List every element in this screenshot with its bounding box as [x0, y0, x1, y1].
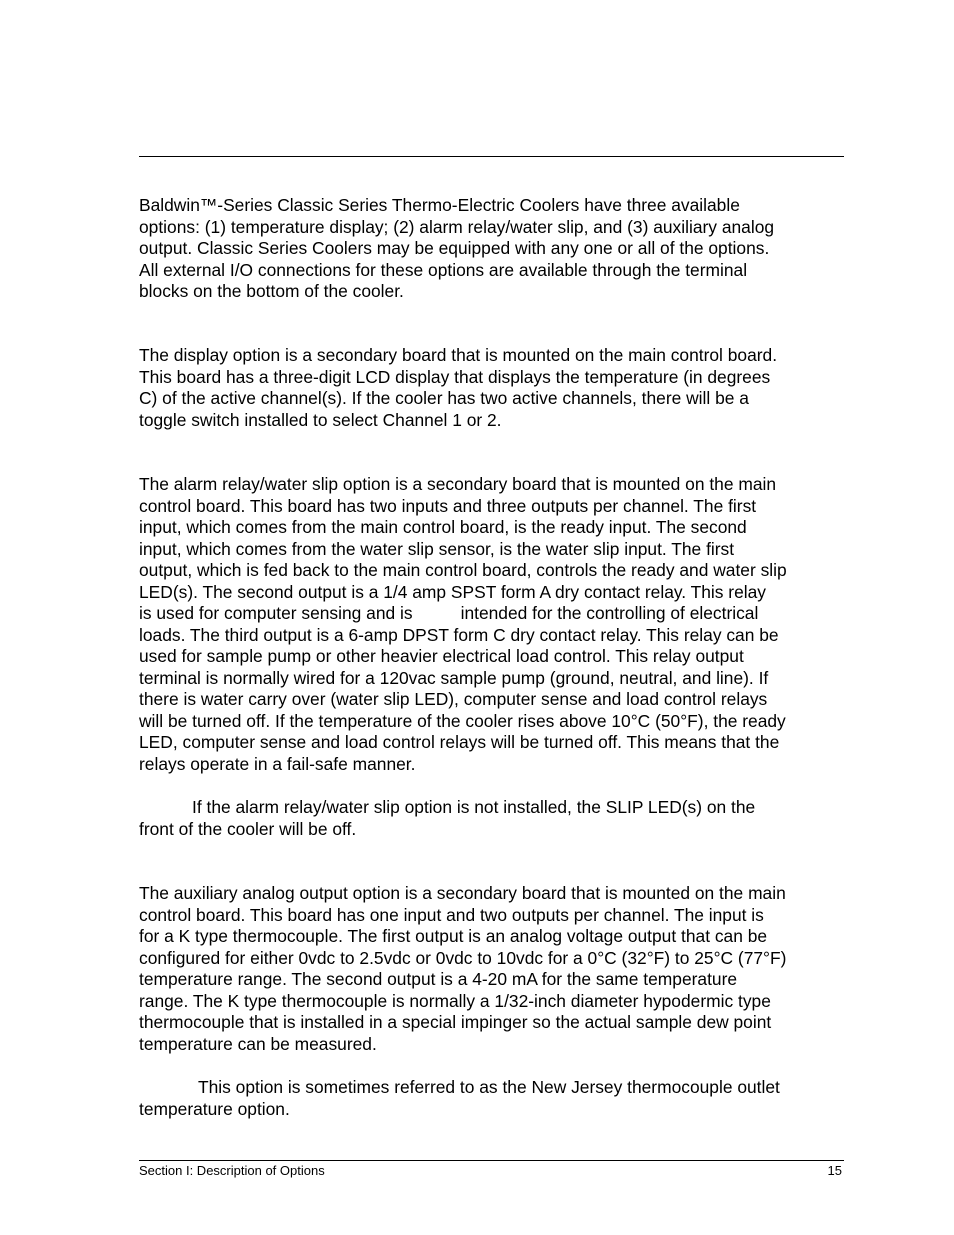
text-line: All external I/O connections for these options are available through the terminal	[139, 259, 748, 280]
text-line: will be turned off. If the temperature of the cooler rises above 10°C (50°F), the ready	[139, 710, 786, 731]
text-line: relays operate in a fail-safe manner.	[139, 753, 416, 774]
text-line: output, which is fed back to the main control board, controls the ready and water slip	[139, 560, 787, 580]
analog-note-paragraph	[139, 1077, 849, 1120]
text-line: The auxiliary analog output option is a secondary board that is mounted on the main	[139, 883, 786, 903]
text-line: output. Classic Series Coolers may be equipped with any one or all of the options.	[139, 238, 770, 258]
text-line: terminal is normally wired for a 120vac sample pump (ground, neutral, and line). If	[139, 667, 769, 688]
text-line: Baldwin™-Series Classic Series Thermo-Electric Coolers have three available	[139, 195, 740, 215]
text-line: LED(s). The second output is a 1/4 amp SPST form A dry contact relay. This relay	[139, 581, 766, 602]
text-line: If the alarm relay/water slip option is not installed, the SLIP LED(s) on the	[192, 797, 756, 817]
text-line: temperature range. The second output is a 4-20 mA for the same temperature	[139, 969, 738, 989]
text-line: front of the cooler will be off.	[139, 818, 357, 839]
footer-section-title: Section I: Description of Options	[139, 1163, 325, 1178]
text-line: toggle switch installed to select Channel 1 or 2.	[139, 409, 502, 430]
text-line: temperature can be measured.	[139, 1033, 377, 1054]
text-line: configured for either 0vdc to 2.5vdc or 0vdc to 10vdc for a 0°C (32°F) to 25°C (77°F)	[139, 947, 787, 968]
text-fragment: intended for the controlling of electrical	[460, 603, 759, 623]
text-line: The alarm relay/water slip option is a secondary board that is mounted on the main	[139, 474, 777, 494]
text-fragment: is used for computer sensing and is	[139, 603, 413, 623]
alarm-note-paragraph	[139, 797, 849, 840]
text-line: input, which comes from the water slip sensor, is the water slip input. The first	[139, 538, 735, 559]
text-line: control board. This board has two inputs and three outputs per channel. The first	[139, 495, 757, 516]
text-line: C) of the active channel(s). If the cooler has two active channels, there will be a	[139, 388, 749, 408]
text-line: thermocouple that is installed in a special impinger so the actual sample dew point	[139, 1012, 772, 1032]
text-line: for a K type thermocouple. The first output is an analog voltage output that can be	[139, 926, 768, 946]
display-option-paragraph	[139, 345, 849, 431]
page-number: 15	[827, 1163, 842, 1178]
text-line	[139, 603, 849, 625]
text-line: LED, computer sense and load control relays will be turned off. This means that the	[139, 732, 780, 752]
text-line: there is water carry over (water slip LED), computer sense and load control relays	[139, 689, 768, 709]
text-line: control board. This board has one input and two outputs per channel. The input is	[139, 904, 764, 925]
text-line: This board has a three-digit LCD display that displays the temperature (in degrees	[139, 366, 771, 387]
text-line: This option is sometimes referred to as the New Jersey thermocouple outlet	[198, 1077, 780, 1097]
text-line: loads. The third output is a 6-amp DPST form C dry contact relay. This relay can be	[139, 624, 779, 645]
text-line: temperature option.	[139, 1098, 290, 1119]
text-line: used for sample pump or other heavier electrical load control. This relay output	[139, 646, 744, 666]
text-line: The display option is a secondary board that is mounted on the main control board.	[139, 345, 778, 365]
text-line: range. The K type thermocouple is normally a 1/32-inch diameter hypodermic type	[139, 990, 771, 1011]
text-line: options: (1) temperature display; (2) alarm relay/water slip, and (3) auxiliary analog	[139, 216, 775, 237]
header-rule	[139, 156, 844, 157]
text-line: input, which comes from the main control board, is the ready input. The second	[139, 517, 747, 537]
text-line: blocks on the bottom of the cooler.	[139, 281, 404, 301]
intro-paragraph	[139, 195, 849, 303]
alarm-option-paragraph	[139, 474, 849, 775]
analog-option-paragraph	[139, 883, 849, 1055]
footer-rule	[139, 1160, 844, 1161]
